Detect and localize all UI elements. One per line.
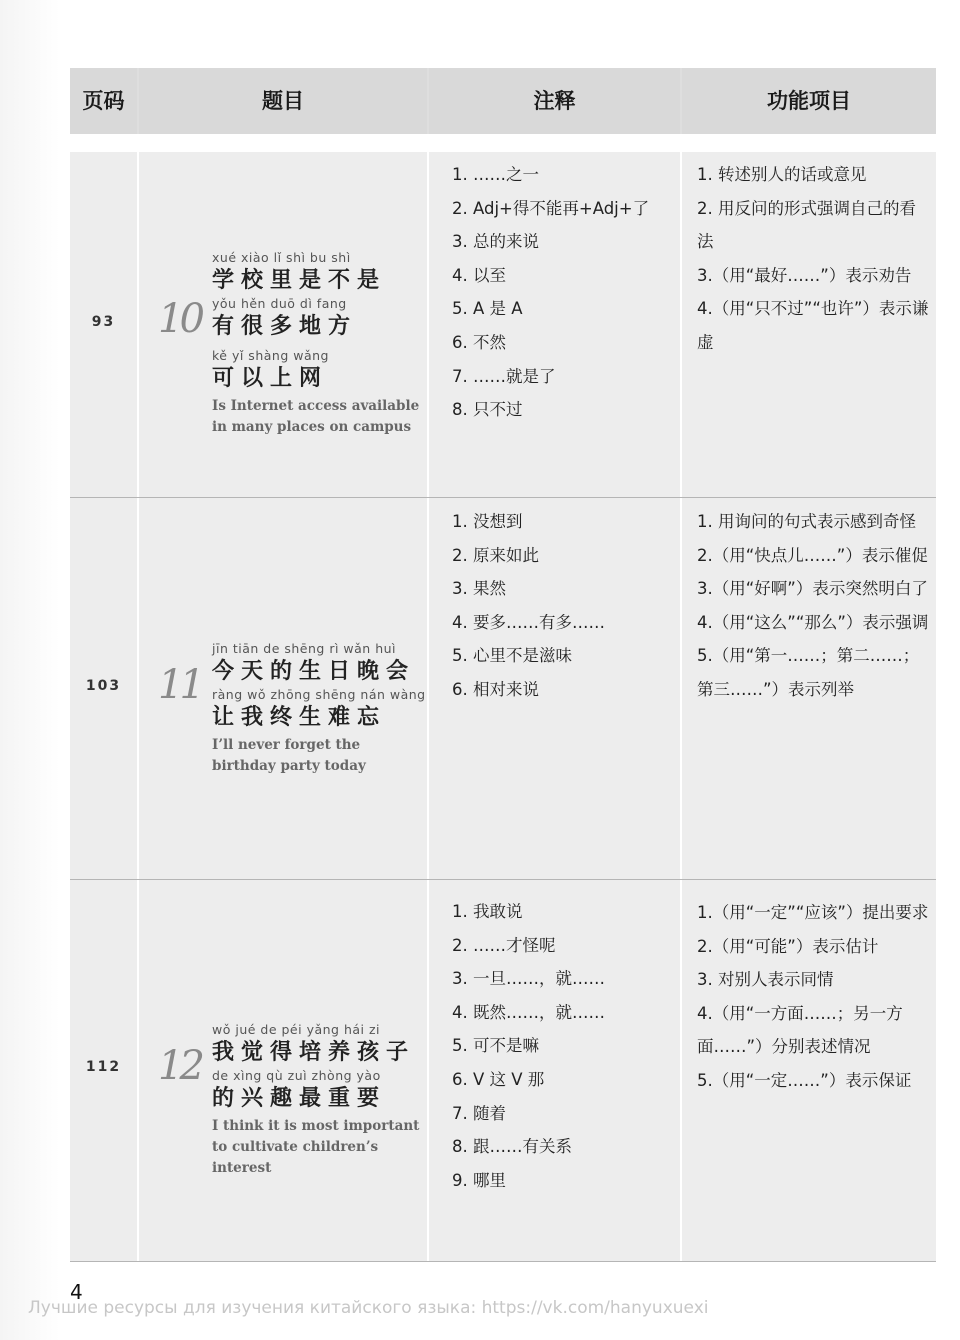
- row-page-number: 93: [91, 314, 116, 330]
- note-item: 3. 一旦……，就……: [452, 969, 605, 989]
- function-item: 4.（用“这么”“那么”）表示强调: [697, 612, 929, 632]
- note-item: 3. 果然: [452, 579, 506, 599]
- note-item: 1. 我敢说: [452, 902, 523, 921]
- function-item: 4.（用“一方面……；另一方面……”）分别表述情况: [697, 1003, 903, 1057]
- note-item: 8. 跟……有关系: [452, 1137, 572, 1157]
- note-item: 7. 随着: [452, 1103, 506, 1123]
- functions-list: [697, 158, 929, 360]
- note-item: 1. ……之一: [452, 165, 539, 184]
- function-item: 5.（用“一定……”）表示保证: [697, 1070, 912, 1090]
- note-item: 7. ……就是了: [452, 366, 556, 386]
- note-item: 1. 没想到: [452, 512, 523, 531]
- note-item: 3. 总的来说: [452, 232, 539, 252]
- function-item: 1. 转述别人的话或意见: [697, 165, 867, 184]
- title-hanzi: 的兴趣最重要: [212, 1086, 387, 1111]
- row-page-number: 112: [85, 1059, 122, 1075]
- title-hanzi: 让我终生难忘: [212, 705, 387, 730]
- notes-list: [452, 158, 678, 427]
- title-hanzi: 今天的生日晚会: [212, 659, 416, 684]
- functions-list: [697, 896, 929, 1098]
- lesson-number: 11: [158, 662, 201, 708]
- row-divider: [70, 497, 936, 498]
- note-item: 2. 原来如此: [452, 545, 539, 565]
- note-item: 6. V 这 V 那: [452, 1069, 545, 1089]
- function-item: 5.（用“第一……；第二……；第三……”）表示列举: [697, 646, 920, 699]
- title-hanzi: 可以上网: [212, 366, 329, 391]
- title-pinyin: ràng wǒ zhōng shēng nán wàng: [212, 687, 426, 702]
- header-notes: 注释: [429, 68, 680, 134]
- lesson-number: 10: [158, 296, 201, 342]
- function-item: 2. 用反问的形式强调自己的看法: [697, 198, 916, 252]
- title-english: Is Internet access available in many places on campus: [212, 398, 420, 435]
- function-item: 2.（用“快点儿……”）表示催促: [697, 545, 928, 565]
- title-pinyin: xué xiào lǐ shì bu shì: [212, 250, 351, 265]
- function-item: 4.（用“只不过”“也许”）表示谦虚: [697, 299, 929, 352]
- note-item: 5. 心里不是滋味: [452, 646, 572, 666]
- note-item: 5. 可不是嘛: [452, 1036, 539, 1056]
- title-pinyin: kě yǐ shàng wǎng: [212, 348, 329, 363]
- note-item: 4. 既然……，就……: [452, 1002, 605, 1022]
- note-item: 6. 相对来说: [452, 679, 539, 699]
- note-item: 8. 只不过: [452, 400, 523, 420]
- function-item: 3.（用“最好……”）表示劝告: [697, 265, 912, 285]
- functions-list: [697, 505, 929, 707]
- row-divider: [70, 879, 936, 880]
- title-hanzi: 学校里是不是: [212, 268, 387, 293]
- lesson-title: [212, 641, 427, 777]
- header-functions: 功能项目: [682, 68, 936, 134]
- note-item: 4. 要多……有多……: [452, 612, 605, 632]
- title-pinyin: wǒ jué de péi yǎng hái zi: [212, 1022, 381, 1037]
- note-item: 9. 哪里: [452, 1170, 506, 1190]
- lesson-number: 12: [158, 1043, 201, 1089]
- note-item: 2. Adj+得不能再+Adj+了: [452, 198, 650, 218]
- table-header: [70, 68, 936, 134]
- function-item: 1.（用“一定”“应该”）提出要求: [697, 903, 929, 922]
- function-item: 3.（用“好啊”）表示突然明白了: [697, 579, 928, 599]
- note-item: 5. A 是 A: [452, 299, 523, 319]
- title-english: I think it is most important to cultivate children’s interest: [212, 1118, 420, 1176]
- note-item: 2. ……才怪呢: [452, 935, 556, 955]
- header-title: 题目: [139, 68, 427, 134]
- row-divider: [70, 1261, 936, 1262]
- row-page-number: 103: [85, 678, 122, 694]
- title-pinyin: jīn tiān de shēng rì wǎn huì: [212, 641, 397, 656]
- title-english: I’ll never forget the birthday party today: [212, 737, 366, 774]
- title-hanzi: 有很多地方: [212, 314, 358, 339]
- function-item: 3. 对别人表示同情: [697, 970, 834, 990]
- title-pinyin: de xìng qù zuì zhòng yào: [212, 1068, 381, 1083]
- function-item: 2.（用“可能”）表示估计: [697, 936, 879, 956]
- footer-page-number: 4: [70, 1280, 83, 1304]
- footer-watermark: Лучшие ресурсы для изучения китайского языка: https://vk.com/hanyuxuexi: [28, 1298, 709, 1318]
- note-item: 6. 不然: [452, 332, 506, 352]
- header-page: 页码: [70, 68, 137, 134]
- function-item: 1. 用询问的句式表示感到奇怪: [697, 512, 916, 531]
- title-pinyin: yǒu hěn duō dì fang: [212, 296, 347, 311]
- lesson-title: [212, 1022, 427, 1179]
- notes-list: [452, 505, 678, 707]
- lesson-title: [212, 250, 427, 438]
- title-hanzi: 我觉得培养孩子: [212, 1040, 416, 1065]
- note-item: 4. 以至: [452, 265, 506, 285]
- notes-list: [452, 895, 678, 1197]
